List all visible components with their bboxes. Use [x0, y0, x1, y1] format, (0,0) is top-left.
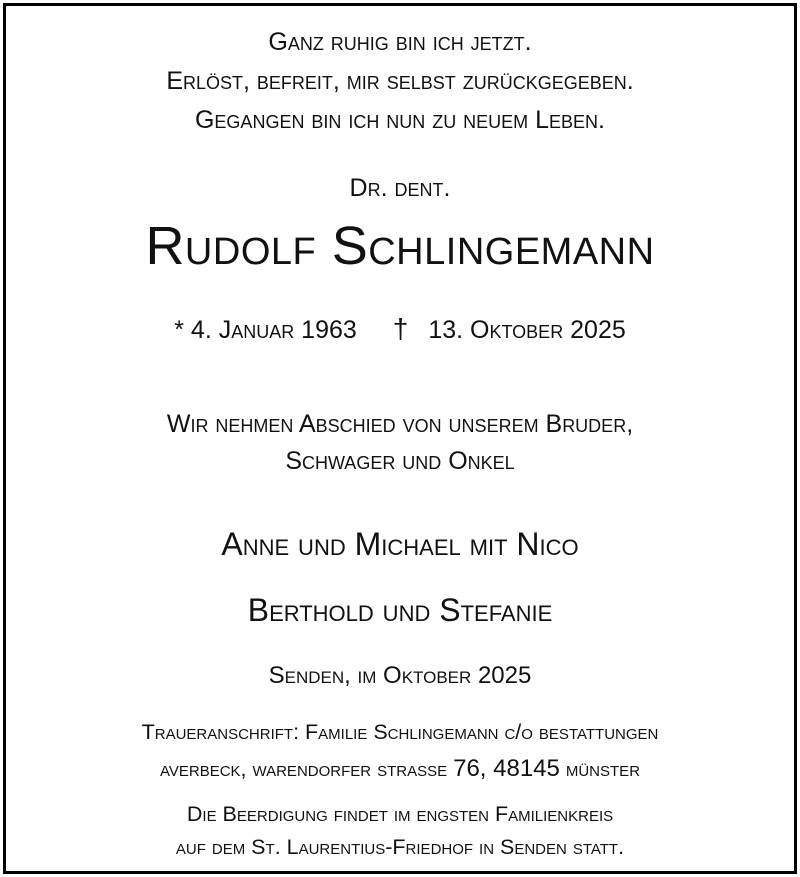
address-city: münster: [565, 757, 641, 781]
farewell-line-1: Wir nehmen Abschied von unserem Bruder,: [166, 410, 634, 438]
obituary-notice: [3, 3, 797, 874]
funeral-line-2: auf dem St. Laurentius-Friedhof in Senden statt.: [175, 835, 625, 859]
poem-line-1: Ganz ruhig bin ich jetzt.: [268, 28, 532, 56]
academic-title: Dr. dent.: [349, 174, 451, 202]
address-line-1: Traueranschrift: Familie Schlingemann c/o bestattungen: [141, 720, 659, 744]
address-line-2: [6, 755, 794, 783]
death-cross-icon: †: [392, 313, 409, 344]
life-dates: [6, 313, 794, 345]
death-date: 13. Oktober 2025: [428, 316, 626, 344]
poem-line-3: Gegangen bin ich nun zu neuem Leben.: [194, 106, 605, 134]
birth-date: * 4. Januar 1963: [174, 316, 357, 344]
address-number-zip: 76, 48145: [453, 755, 560, 782]
poem-line-2: Erlöst, befreit, mir selbst zurückgegeben.: [166, 67, 634, 95]
farewell-line-2: Schwager und Onkel: [285, 447, 515, 475]
funeral-line-1: Die Beerdigung findet im engsten Familienkreis: [186, 802, 614, 826]
mourners-line-1: Anne und Michael mit Nico: [221, 526, 579, 562]
deceased-name: Rudolf Schlingemann: [145, 216, 655, 276]
mourners-line-2: Berthold und Stefanie: [247, 592, 553, 628]
address-street: averbeck, warendorfer straße: [159, 757, 448, 781]
place-and-date: Senden, im Oktober 2025: [268, 662, 532, 689]
